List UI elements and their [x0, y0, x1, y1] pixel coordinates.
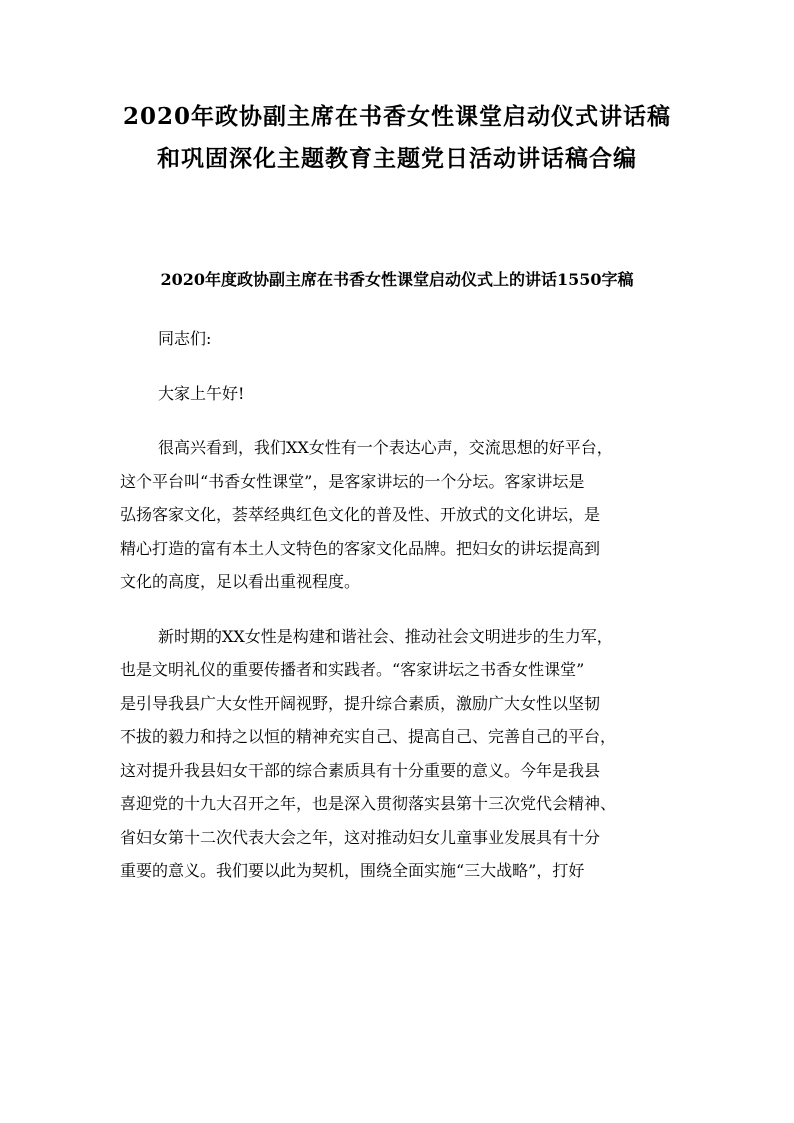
paragraph-line: 也是文明礼仪的重要传播者和实践者。“客家讲坛之书香女性课堂” [120, 660, 585, 679]
paragraph-line: 这个平台叫“书香女性课堂”，是客家讲坛的一个分坛。客家讲坛是 [120, 471, 585, 491]
document-title-line-1: 2020年政协副主席在书香女性课堂启动仪式讲话稿 [122, 103, 671, 130]
paragraph-line: 重要的意义。我们要以此为契机，围绕全面实施“三大战略”，打好 [120, 861, 585, 880]
document-body [120, 322, 688, 909]
paragraph-line: 省妇女第十二次代表大会之年，这对推动妇女儿童事业发展具有十分 [120, 827, 601, 847]
paragraph-line: 精心打造的富有本土人文特色的客家文化品牌。把妇女的讲坛提高到 [120, 538, 601, 558]
paragraph-line: 弘扬客家文化，荟萃经典红色文化的普及性、开放式的文化讲坛，是 [120, 505, 601, 524]
paragraph-line: 新时期的XX女性是构建和谐社会、推动社会文明进步的生力军， [158, 626, 613, 646]
salutation: 大家上午好! [158, 383, 245, 403]
paragraph-line: 喜迎党的十九大召开之年，也是深入贯彻落实县第十三次党代会精神、 [120, 794, 617, 813]
greeting: 同志们: [158, 329, 212, 348]
paragraph-line: 这对提升我县妇女干部的综合素质具有十分重要的意义。今年是我县 [120, 760, 601, 780]
body-paragraph-1 [120, 431, 688, 599]
body-paragraph-2 [120, 620, 688, 888]
document-title-line-2: 和巩固深化主题教育主题党日活动讲话稿合编 [157, 145, 637, 172]
section-heading: 2020年度政协副主席在书香女性课堂启动仪式上的讲话1550字稿 [160, 270, 634, 289]
document-title [100, 96, 694, 180]
paragraph-line: 不拔的毅力和持之以恒的精神充实自己、提高自己、完善自己的平台， [120, 727, 617, 746]
paragraph-line: 文化的高度，足以看出重视程度。 [120, 572, 361, 591]
paragraph-line: 是引导我县广大女性开阔视野，提升综合素质，激励广大女性以坚韧 [120, 693, 601, 713]
paragraph-line: 很高兴看到，我们XX女性有一个表达心声，交流思想的好平台， [158, 438, 613, 457]
